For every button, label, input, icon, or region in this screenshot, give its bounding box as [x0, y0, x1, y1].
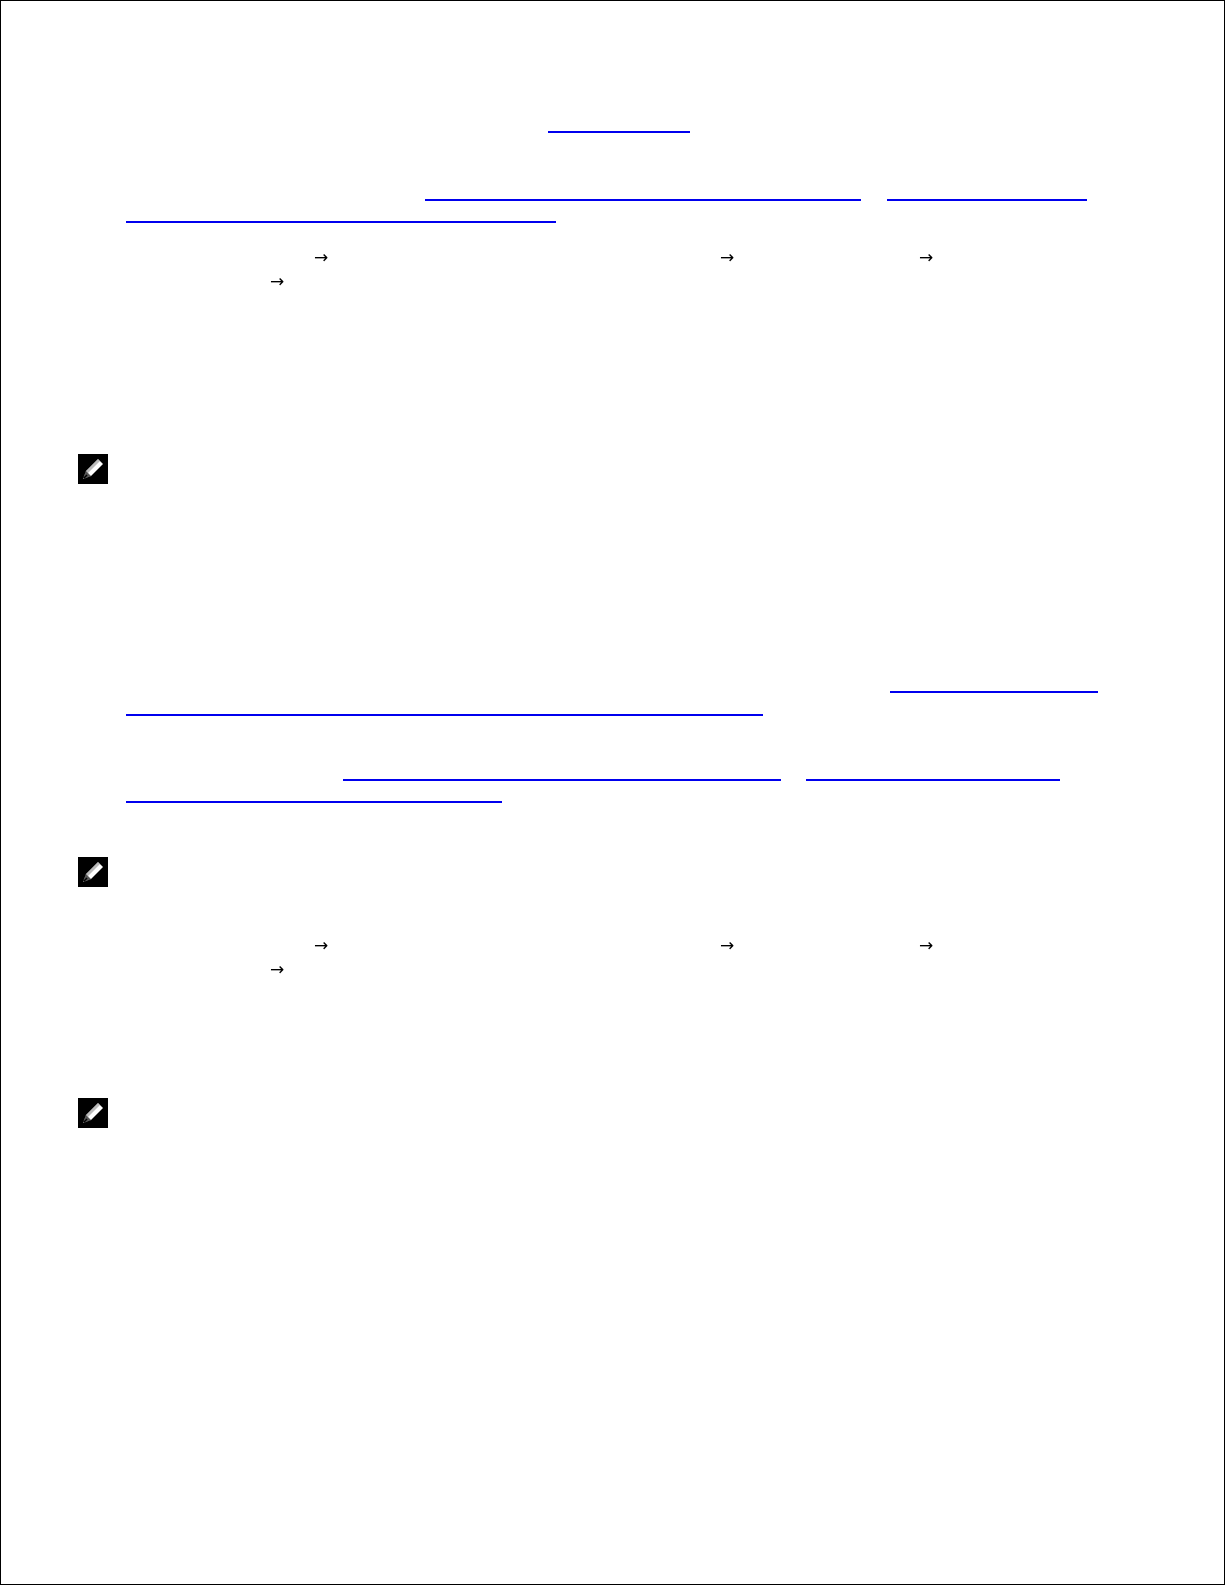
link-3[interactable]: [887, 199, 1087, 201]
nav-arrow-icon: →: [270, 272, 285, 292]
link-2[interactable]: [425, 199, 861, 201]
nav-arrow-icon: →: [720, 248, 735, 268]
nav-arrow-icon: →: [919, 248, 934, 268]
note-pencil-icon: [78, 857, 108, 887]
nav-arrow-icon: →: [919, 936, 934, 956]
note-pencil-icon: [78, 1098, 108, 1128]
nav-arrow-icon: →: [314, 248, 329, 268]
nav-arrow-icon: →: [270, 960, 285, 980]
link-6[interactable]: [806, 779, 1060, 781]
note-pencil-icon: [78, 454, 108, 484]
link-4[interactable]: [890, 691, 1098, 693]
link-6-continued[interactable]: [126, 801, 502, 803]
nav-arrow-icon: →: [314, 936, 329, 956]
nav-arrow-icon: →: [720, 936, 735, 956]
link-1[interactable]: [548, 131, 690, 133]
link-3-continued[interactable]: [126, 221, 556, 223]
link-5[interactable]: [343, 779, 781, 781]
link-4-continued[interactable]: [126, 714, 763, 716]
